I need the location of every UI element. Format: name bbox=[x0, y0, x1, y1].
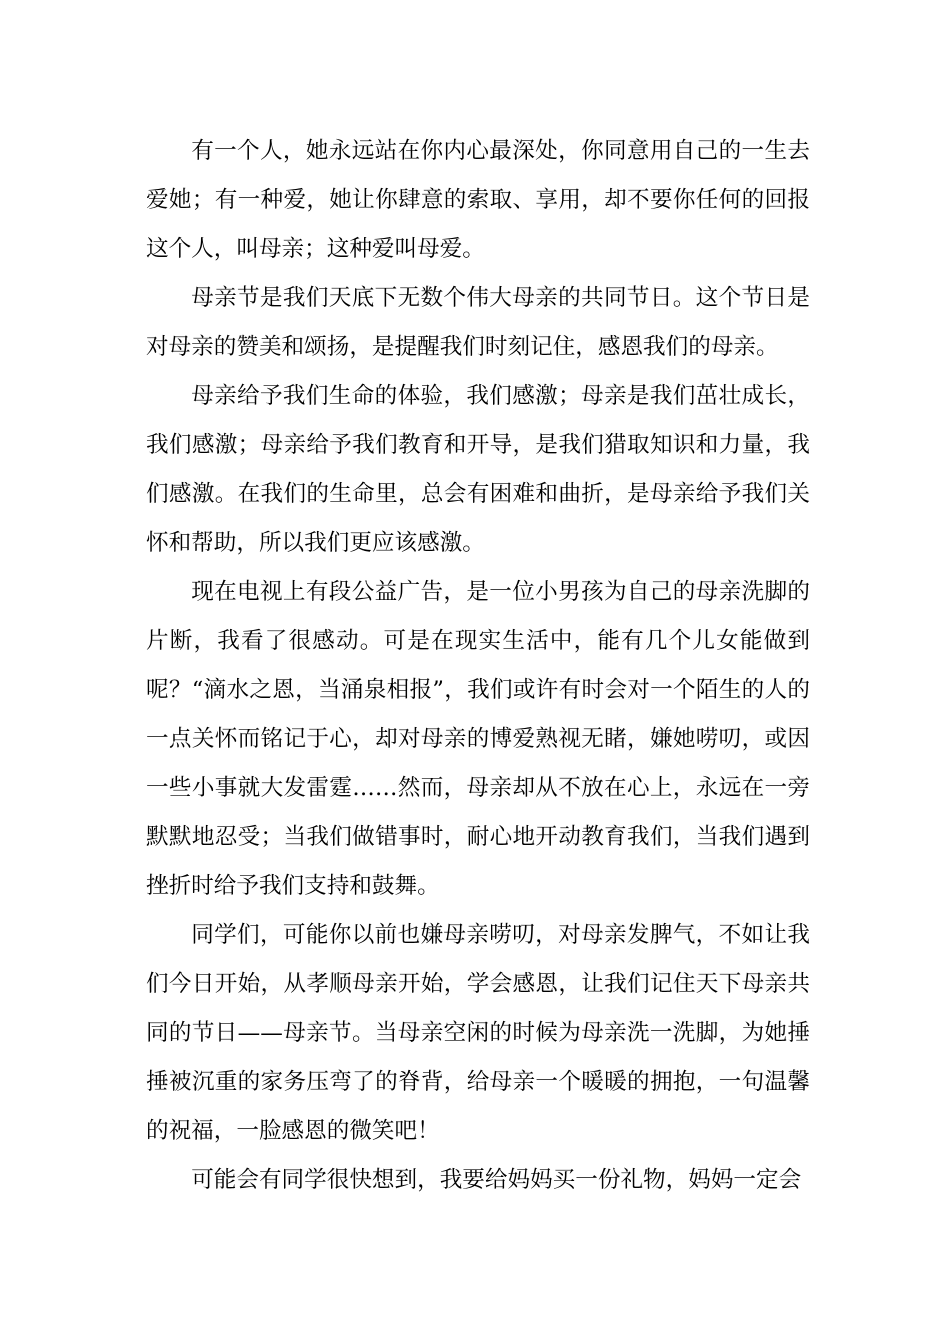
paragraph-4: 现在电视上有段公益广告，是一位小男孩为自己的母亲洗脚的片断，我看了很感动。可是在现实生活中，能有几个儿女能做到呢？“滴水之恩，当涌泉相报”，我们或许有时会对一个陌生的人的一点关怀而铭记于心，却对母亲的博爱熟视无睹，嫌她唠叨，或因一些小事就大发雷霆……然而，母亲却从不放在心上，永远在一旁默默地忍受；当我们做错事时，耐心地开动教育我们，当我们遇到挫折时给予我们支持和鼓舞。 bbox=[146, 579, 810, 899]
paragraph-2: 母亲节是我们天底下无数个伟大母亲的共同节日。这个节日是对母亲的赞美和颂扬，是提醒我们时刻记住，感恩我们的母亲。 bbox=[146, 285, 810, 360]
paragraph-1: 有一个人，她永远站在你内心最深处，你同意用自己的一生去爱她；有一种爱，她让你肆意的索取、享用，却不要你任何的回报这个人，叫母亲；这种爱叫母爱。 bbox=[146, 138, 810, 262]
paragraph-6: 可能会有同学很快想到，我要给妈妈买一份礼物，妈妈一定会 bbox=[191, 1167, 802, 1193]
document-page bbox=[146, 127, 810, 1205]
paragraph-5: 同学们，可能你以前也嫌母亲唠叨，对母亲发脾气，不如让我们今日开始，从孝顺母亲开始，学会感恩，让我们记住天下母亲共同的节日——母亲节。当母亲空闲的时候为母亲洗一洗脚，为她捶捶被沉重的家务压弯了的脊背，给母亲一个暖暖的拥抱，一句温馨的祝福，一脸感恩的微笑吧！ bbox=[146, 922, 810, 1144]
paragraph-3: 母亲给予我们生命的体验，我们感激；母亲是我们茁壮成长，我们感激；母亲给予我们教育和开导，是我们猎取知识和力量，我们感激。在我们的生命里，总会有困难和曲折，是母亲给予我们关怀和帮助，所以我们更应该感激。 bbox=[146, 383, 810, 556]
